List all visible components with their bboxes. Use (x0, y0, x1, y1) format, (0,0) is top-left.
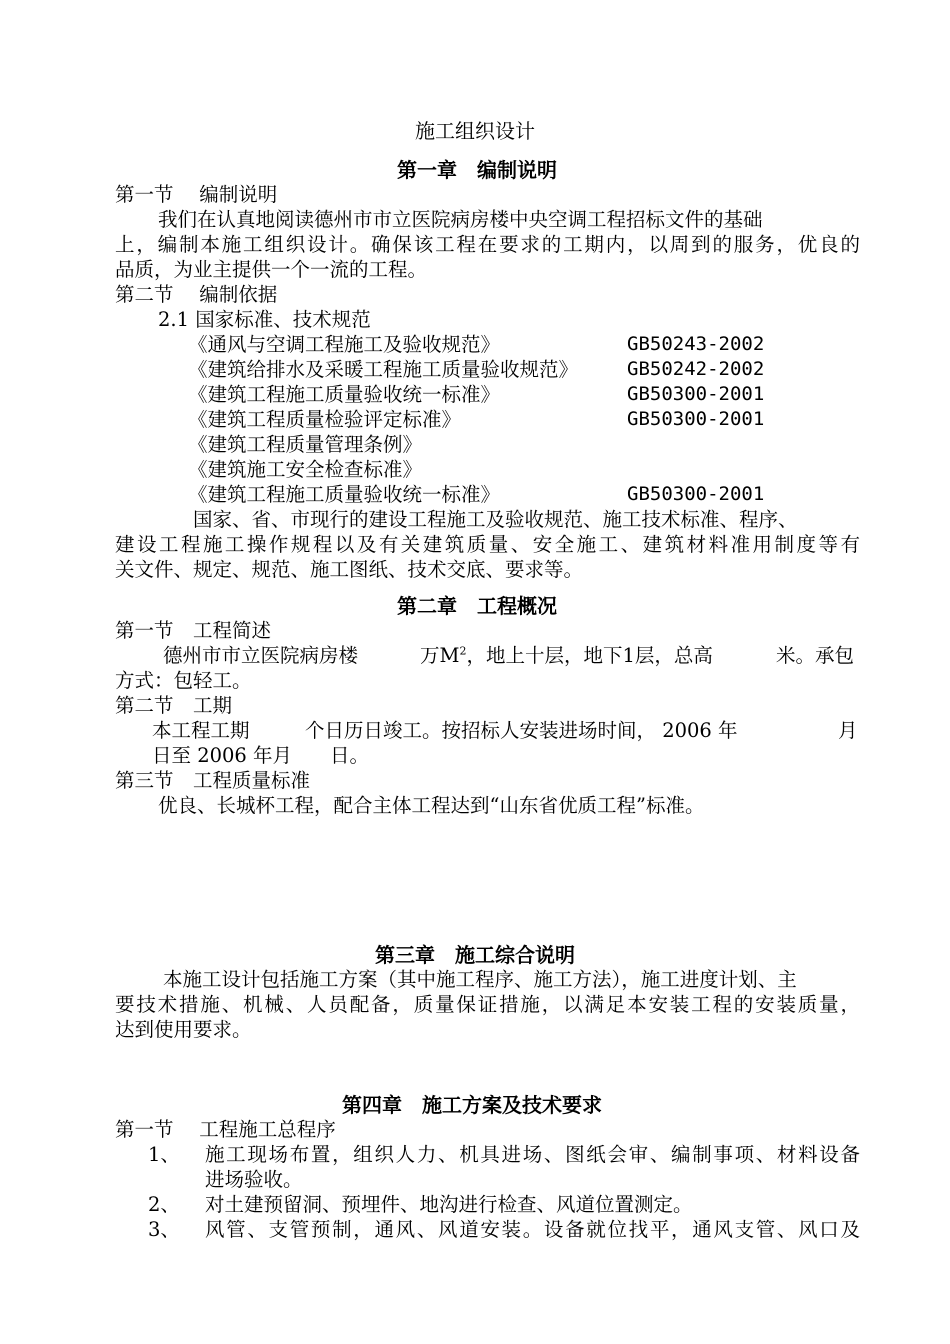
list-item-text: 施工现场布置，组织人力、机具进场、图纸会审、编制事项、材料设备 (205, 1143, 860, 1166)
standard-code: GB50300-2001 (627, 408, 765, 430)
standard-name: 《建筑施工安全检查标准》 (188, 458, 423, 481)
standard-name: 《建筑工程质量检验评定标准》 (188, 408, 462, 431)
ch1-section-2-heading: 第二节 编制依据 (115, 283, 278, 306)
list-item-text: 对土建预留洞、预埋件、地沟进行检查、风道位置测定。 (205, 1193, 693, 1216)
ch2-s1-area: 万$M^2$，地上十层，地下1层，总高 (420, 644, 713, 667)
ch1-section-1-heading: 第一节 编制说明 (115, 183, 278, 206)
ch2-s2-text-b: 个日历日竣工。按招标人安装进场时间， 2006 年 (305, 719, 738, 742)
ch2-s2-text-a: 本工程工期 (152, 719, 250, 742)
list-item-text: 风管、支管预制，通风、风道安装。设备就位找平，通风支管、风口及 (205, 1218, 860, 1241)
ch2-section-3-heading: 第三节 工程质量标准 (115, 769, 311, 792)
chapter-1-title: 第一章 编制说明 (397, 158, 557, 182)
standard-name: 《通风与空调工程施工及验收规范》 (188, 333, 501, 356)
list-item-number: 3、 (148, 1218, 180, 1241)
standard-code: GB50300-2001 (627, 383, 765, 405)
ch4-section-1-heading: 第一节 工程施工总程序 (115, 1118, 336, 1141)
ch2-section-1-heading: 第一节 工程简述 (115, 619, 272, 642)
ch1-s1-line-2: 上，编制本施工组织设计。确保该工程在要求的工期内，以周到的服务，优良的 (115, 233, 860, 256)
ch2-s2-line-2b: 日。 (330, 744, 370, 767)
ch1-basis-line-1: 国家、省、市现行的建设工程施工及验收规范、施工技术标准、程序、 (193, 508, 798, 531)
ch3-line-3: 达到使用要求。 (115, 1018, 252, 1041)
ch1-s1-line-1: 我们在认真地阅读德州市市立医院病房楼中央空调工程招标文件的基础 (158, 208, 763, 231)
standard-code: GB50243-2002 (627, 333, 765, 355)
ch2-s2-line-2a: 日至 2006 年月 (152, 744, 293, 767)
document-title: 施工组织设计 (415, 119, 535, 143)
chapter-2-title: 第二章 工程概况 (397, 594, 557, 618)
ch2-s2-text-c: 月 (838, 719, 858, 742)
ch1-basis-line-2: 建设工程施工操作规程以及有关建筑质量、安全施工、建筑材料准用制度等有 (115, 533, 860, 556)
ch2-section-2-heading: 第二节 工期 (115, 694, 233, 717)
ch3-line-2: 要技术措施、机械、人员配备，质量保证措施，以满足本安装工程的安装质量， (115, 993, 860, 1016)
list-item-text: 进场验收。 (205, 1168, 303, 1191)
standard-name: 《建筑工程质量管理条例》 (188, 433, 423, 456)
standard-name: 《建筑工程施工质量验收统一标准》 (188, 383, 501, 406)
list-item-number: 2、 (148, 1193, 180, 1216)
ch2-s1-text-a: 德州市市立医院病房楼 (163, 644, 359, 667)
standard-name: 《建筑给排水及采暖工程施工质量验收规范》 (188, 358, 579, 381)
chapter-3-title: 第三章 施工综合说明 (375, 943, 575, 967)
ch2-s1-text-d: 米。承包 (776, 644, 855, 667)
chapter-4-title: 第四章 施工方案及技术要求 (342, 1093, 602, 1117)
ch1-basis-line-3: 关文件、规定、规范、施工图纸、技术交底、要求等。 (115, 558, 584, 581)
standard-code: GB50300-2001 (627, 483, 765, 505)
ch3-line-1: 本施工设计包括施工方案（其中施工程序、施工方法），施工进度计划、主 (163, 968, 797, 991)
list-item-number: 1、 (148, 1143, 180, 1166)
standard-code: GB50242-2002 (627, 358, 765, 380)
ch2-s1-line-2: 方式：包轻工。 (115, 669, 252, 692)
ch1-sub-2-1: 2.1 国家标准、技术规范 (158, 308, 371, 331)
ch2-s3-line: 优良、长城杯工程，配合主体工程达到“山东省优质工程”标准。 (158, 794, 705, 817)
standard-name: 《建筑工程施工质量验收统一标准》 (188, 483, 501, 506)
ch1-s1-line-3: 品质，为业主提供一个一流的工程。 (115, 258, 428, 281)
